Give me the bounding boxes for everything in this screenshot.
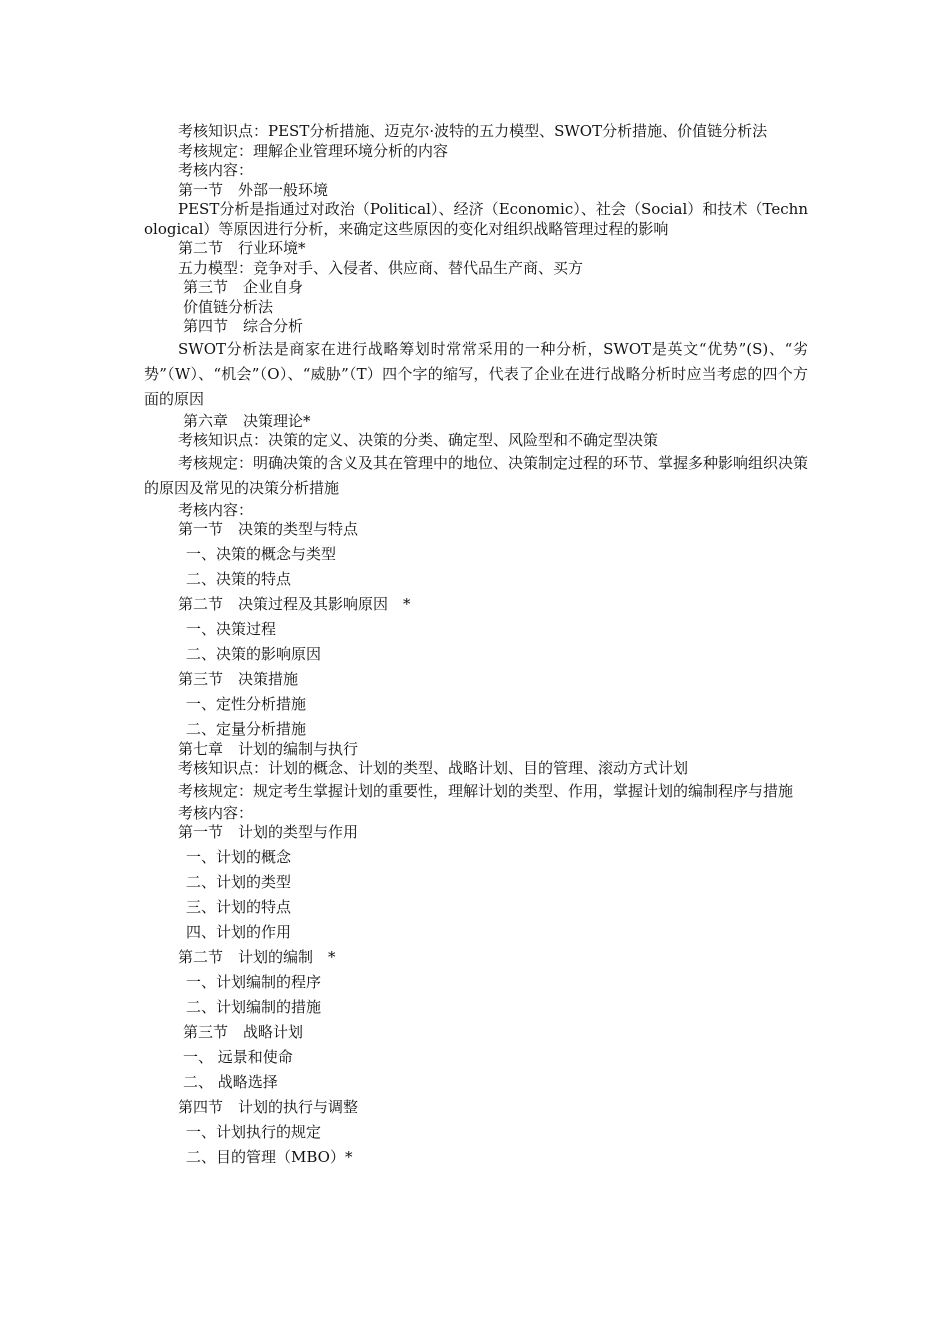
text-line: 二、计划编制的措施 xyxy=(186,998,322,1016)
text-line: 第二节 行业环境* xyxy=(178,239,306,257)
text-line: 二、决策的特点 xyxy=(186,570,292,588)
text-line: 考核知识点：计划的概念、计划的类型、战略计划、目的管理、滚动方式计划 xyxy=(178,759,689,777)
text-line: 二、定量分析措施 xyxy=(186,720,307,738)
text-line: 考核规定：规定考生掌握计划的重要性，理解计划的类型、作用，掌握计划的编制程序与措施 xyxy=(178,781,794,800)
text-line: 一、计划执行的规定 xyxy=(186,1123,322,1141)
text-line: 二、 战略选择 xyxy=(183,1073,278,1091)
text-line: 二、目的管理（MBO）* xyxy=(186,1148,353,1166)
document-page xyxy=(144,122,808,1168)
text-line: 第一节 外部一般环境 xyxy=(178,180,329,199)
text-line: 第三节 决策措施 xyxy=(178,670,299,688)
text-line: 一、计划编制的程序 xyxy=(186,973,322,991)
text-line: 考核知识点：决策的定义、决策的分类、确定型、风险型和不确定型决策 xyxy=(178,431,659,449)
text-line: 考核内容： xyxy=(178,161,254,179)
text-line: 三、计划的特点 xyxy=(186,898,292,916)
text-line: 考核规定：明确决策的含义及其在管理中的地位、决策制定过程的环节、掌握多种影响组织决策的原因及常见的决策分析措施 xyxy=(144,453,808,497)
text-line: 一、 远景和使命 xyxy=(183,1048,293,1066)
text-line: 二、决策的影响原因 xyxy=(186,645,322,663)
text-line: 第六章 决策理论* xyxy=(183,411,311,430)
text-line: 考核知识点：PEST分析措施、迈克尔·波特的五力模型、SWOT分析措施、价值链分析法 xyxy=(178,122,768,140)
text-line: 第二节 计划的编制 * xyxy=(178,948,336,966)
text-line: 二、计划的类型 xyxy=(186,873,292,891)
text-line: PEST分析是指通过对政治（Political）、经济（Economic）、社会（Social）和技术（Technological）等原因进行分析，来确定这些原因的变化对组织战略管理过程的影响 xyxy=(144,200,808,238)
text-line: 第一节 计划的类型与作用 xyxy=(178,823,359,841)
text-line: 四、计划的作用 xyxy=(186,923,292,941)
text-line: 一、计划的概念 xyxy=(186,848,292,866)
text-line: 第七章 计划的编制与执行 xyxy=(178,739,359,758)
text-line: 第三节 企业自身 xyxy=(183,278,304,296)
text-line: 价值链分析法 xyxy=(183,297,274,316)
text-line: 考核内容： xyxy=(178,803,254,822)
text-line: 第一节 决策的类型与特点 xyxy=(178,520,359,538)
text-line: 一、决策的概念与类型 xyxy=(186,545,337,563)
text-line: 考核规定：理解企业管理环境分析的内容 xyxy=(178,141,449,160)
text-line: SWOT分析法是商家在进行战略筹划时常常采用的一种分析，SWOT是英文“优势”(S)、“劣势”（W）、“机会”（O）、“威胁”（T）四个字的缩写，代表了企业在进行战略分析时应当考虑的四个方面的原因 xyxy=(144,339,808,408)
text-line: 考核内容： xyxy=(178,500,254,519)
text-line: 第二节 决策过程及其影响原因 * xyxy=(178,595,411,613)
text-line: 一、定性分析措施 xyxy=(186,695,307,713)
text-line: 第四节 综合分析 xyxy=(183,317,304,335)
text-line: 第四节 计划的执行与调整 xyxy=(178,1098,359,1116)
text-line: 一、决策过程 xyxy=(186,620,277,638)
text-line: 五力模型：竞争对手、入侵者、供应商、替代品生产商、买方 xyxy=(178,258,584,277)
text-line: 第三节 战略计划 xyxy=(183,1023,304,1041)
